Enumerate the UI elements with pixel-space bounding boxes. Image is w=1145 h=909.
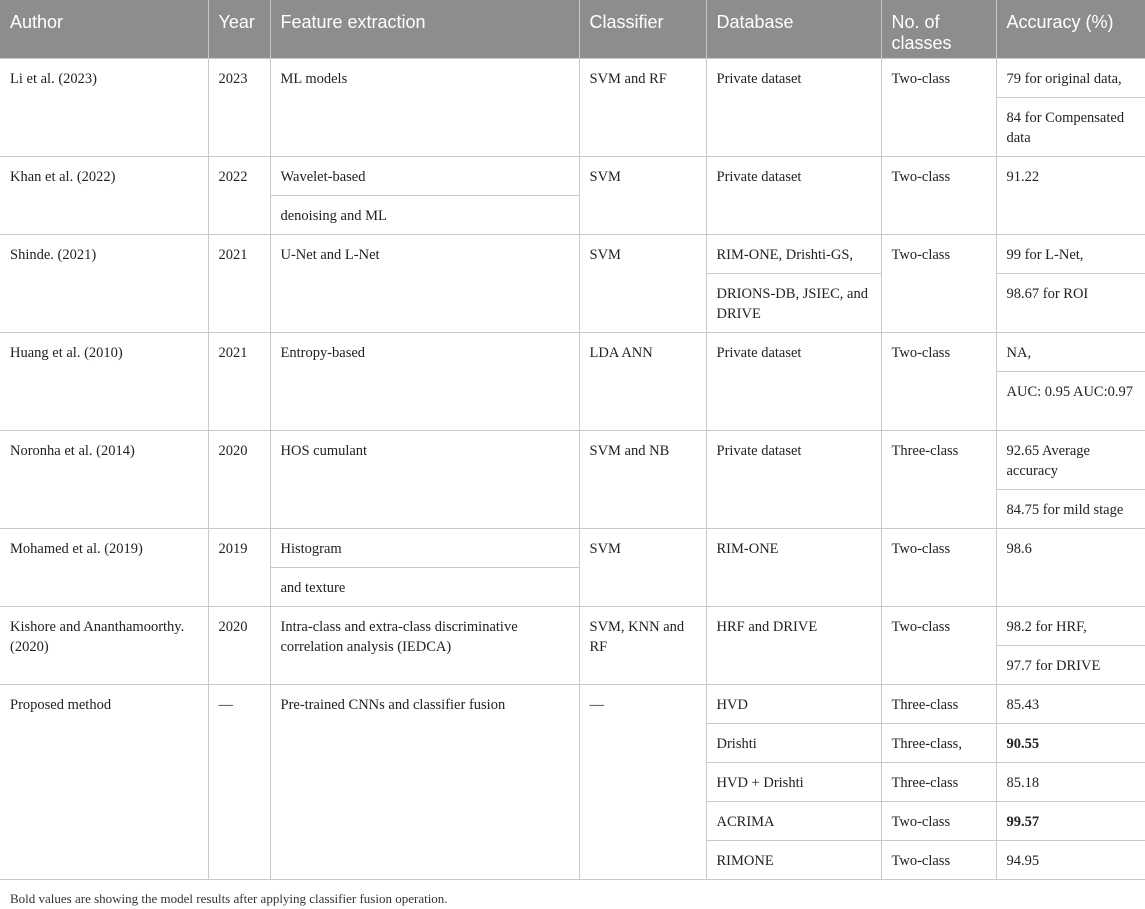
year-cell: 2021 (208, 234, 270, 332)
table-row (0, 156, 1145, 195)
database-cell: ACRIMA (706, 801, 881, 840)
database-cell: Private dataset (706, 430, 881, 528)
year-cell: 2021 (208, 332, 270, 430)
accuracy-cell: 98.6 (996, 528, 1145, 606)
accuracy-cell: 85.18 (996, 762, 1145, 801)
header-classifier: Classifier (579, 0, 706, 58)
header-author: Author (0, 0, 208, 58)
year-cell: 2023 (208, 58, 270, 156)
author-cell: Huang et al. (2010) (0, 332, 208, 430)
accuracy-cell: 79 for original data, (996, 58, 1145, 97)
year-cell: 2020 (208, 430, 270, 528)
accuracy-cell: 98.2 for HRF, (996, 606, 1145, 645)
classes-cell: Three-class, (881, 723, 996, 762)
table-row (0, 58, 1145, 97)
table-header (0, 0, 1145, 58)
author-cell: Li et al. (2023) (0, 58, 208, 156)
feature-cell: Wavelet-based (270, 156, 579, 195)
classes-cell: Two-class (881, 840, 996, 879)
author-cell: Noronha et al. (2014) (0, 430, 208, 528)
accuracy-cell: 84 for Compensated data (996, 97, 1145, 156)
classes-cell: Two-class (881, 332, 996, 430)
database-cell: Private dataset (706, 156, 881, 234)
classifier-cell: — (579, 684, 706, 879)
header-year: Year (208, 0, 270, 58)
database-cell: HVD (706, 684, 881, 723)
database-cell: RIM-ONE (706, 528, 881, 606)
database-cell: Private dataset (706, 58, 881, 156)
database-cell: HVD + Drishti (706, 762, 881, 801)
classifier-cell: SVM and NB (579, 430, 706, 528)
accuracy-cell: AUC: 0.95 AUC:0.97 (996, 371, 1145, 430)
classes-cell: Two-class (881, 606, 996, 684)
header-feature-extraction: Feature extraction (270, 0, 579, 58)
classes-cell: Two-class (881, 156, 996, 234)
feature-cell: Pre-trained CNNs and classifier fusion (270, 684, 579, 879)
classes-cell: Three-class (881, 430, 996, 528)
database-cell: RIM-ONE, Drishti-GS, (706, 234, 881, 273)
feature-cell: and texture (270, 567, 579, 606)
accuracy-cell: 99.57 (996, 801, 1145, 840)
table-row (0, 332, 1145, 371)
author-cell: Khan et al. (2022) (0, 156, 208, 234)
accuracy-cell: 94.95 (996, 840, 1145, 879)
header-num-classes: No. of classes (881, 0, 996, 58)
classifier-cell: SVM, KNN and RF (579, 606, 706, 684)
feature-cell: ML models (270, 58, 579, 156)
feature-cell: Histogram (270, 528, 579, 567)
table-footnote: Bold values are showing the model results after applying classifier fusion operation. (10, 891, 448, 906)
table-body (0, 58, 1145, 879)
feature-cell: U-Net and L-Net (270, 234, 579, 332)
year-cell: — (208, 684, 270, 879)
classes-cell: Two-class (881, 58, 996, 156)
header-row (0, 0, 1145, 58)
classes-cell: Two-class (881, 801, 996, 840)
author-cell: Shinde. (2021) (0, 234, 208, 332)
author-cell: Mohamed et al. (2019) (0, 528, 208, 606)
classes-cell: Two-class (881, 234, 996, 332)
classifier-cell: SVM (579, 234, 706, 332)
accuracy-cell: 98.67 for ROI (996, 273, 1145, 332)
database-cell: Drishti (706, 723, 881, 762)
year-cell: 2020 (208, 606, 270, 684)
database-cell: RIMONE (706, 840, 881, 879)
table-row (0, 684, 1145, 723)
classifier-cell: SVM (579, 528, 706, 606)
header-accuracy: Accuracy (%) (996, 0, 1145, 58)
feature-cell: Intra-class and extra-class discriminative correlation analysis (IEDCA) (270, 606, 579, 684)
accuracy-cell: 90.55 (996, 723, 1145, 762)
feature-cell: denoising and ML (270, 195, 579, 234)
table-row (0, 430, 1145, 489)
header-database: Database (706, 0, 881, 58)
accuracy-cell: 97.7 for DRIVE (996, 645, 1145, 684)
feature-cell: HOS cumulant (270, 430, 579, 528)
accuracy-cell: 85.43 (996, 684, 1145, 723)
year-cell: 2022 (208, 156, 270, 234)
author-cell: Proposed method (0, 684, 208, 879)
table-row (0, 528, 1145, 567)
author-cell: Kishore and Ananthamoorthy. (2020) (0, 606, 208, 684)
classes-cell: Three-class (881, 762, 996, 801)
year-cell: 2019 (208, 528, 270, 606)
classifier-cell: LDA ANN (579, 332, 706, 430)
feature-cell: Entropy-based (270, 332, 579, 430)
database-cell: DRIONS-DB, JSIEC, and DRIVE (706, 273, 881, 332)
database-cell: HRF and DRIVE (706, 606, 881, 684)
accuracy-cell: 92.65 Average accuracy (996, 430, 1145, 489)
accuracy-cell: 99 for L-Net, (996, 234, 1145, 273)
accuracy-cell: NA, (996, 332, 1145, 371)
classes-cell: Three-class (881, 684, 996, 723)
table-row (0, 234, 1145, 273)
accuracy-cell: 84.75 for mild stage (996, 489, 1145, 528)
classes-cell: Two-class (881, 528, 996, 606)
accuracy-cell: 91.22 (996, 156, 1145, 234)
classifier-cell: SVM and RF (579, 58, 706, 156)
database-cell: Private dataset (706, 332, 881, 430)
table-row (0, 606, 1145, 645)
classifier-cell: SVM (579, 156, 706, 234)
